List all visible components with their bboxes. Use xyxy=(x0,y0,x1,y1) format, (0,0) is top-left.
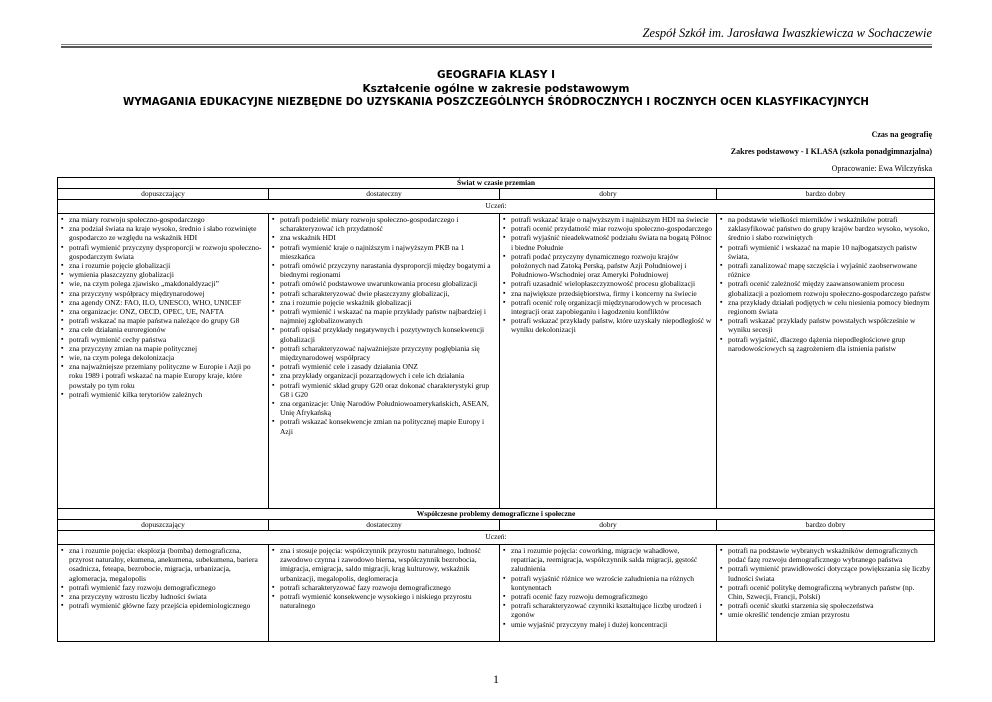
requirement-item: ▪ potrafi wyjaśnić różnice we wzroście zaludnienia na różnych kontynentach xyxy=(502,574,714,592)
course-name: Czas na geografię xyxy=(871,130,932,139)
requirement-item: ▪ zna przyczyny zmian na mapie politycznej xyxy=(60,344,266,353)
title-scope: Kształcenie ogólne w zakresie podstawowym xyxy=(362,83,630,95)
requirement-item: ▪ potrafi wymienić fazy rozwoju demograficznego xyxy=(60,583,266,592)
requirement-item: ▪ potrafi wskazać na mapie państwa należące do grupy G8 xyxy=(60,316,266,325)
requirement-item: ▪ potrafi wymienić prawidłowości dotyczące powiększania się liczby ludności świata xyxy=(719,564,932,582)
requirement-item: ▪ potrafi scharakteryzować czynniki kształtujące liczbę urodzeń i zgonów xyxy=(502,601,714,619)
requirement-item: ▪ zna i rozumie pojęcie wskaźnik globalizacji xyxy=(271,298,497,307)
requirement-item: ▪ potrafi omówić podstawowe uwarunkowania procesu globalizacji xyxy=(271,279,497,288)
requirement-item: ▪ potrafi wymienić przyczyny dysproporcji w rozwoju społeczno-gospodarczym świata xyxy=(60,243,266,261)
requirement-item: ▪ zna przykłady działań podjętych w celu niesienia pomocy biednym regionom świata xyxy=(719,298,932,316)
requirement-item: ▪ zna cele działania euroregionów xyxy=(60,325,266,334)
requirement-item: ▪ potrafi ocenić rolę organizacji międzynarodowych w procesach integracji oraz zapobieganiu i łagodzeniu konfliktów xyxy=(502,298,714,316)
requirements-cell xyxy=(717,545,935,642)
requirement-item: ▪ umie określić tendencje zmian przyrostu xyxy=(719,610,932,619)
requirement-item: ▪ potrafi ocenić politykę demograficzną wybranych państw (np. Chin, Szwecji, Francji, Polski) xyxy=(719,583,932,601)
page-number: 1 xyxy=(493,672,499,686)
requirement-item: ▪ potrafi omówić przyczyny narastania dysproporcji między bogatymi a biednymi regionami xyxy=(271,261,497,279)
document-heading xyxy=(0,68,992,110)
requirements-cell xyxy=(58,545,269,642)
student-label: Uczeń: xyxy=(58,531,935,545)
requirement-item: ▪ zna przyczyny współpracy międzynarodowej xyxy=(60,289,266,298)
requirement-item: ▪ potrafi wskazać przykłady państw, które uzyskały niepodległość w wyniku dekolonizacji xyxy=(502,316,714,334)
requirement-item: ▪ zna miary rozwoju społeczno-gospodarczego xyxy=(60,215,266,224)
requirement-item: ▪ na podstawie wielkości mierników i wskaźników potrafi zaklasyfikować państwo do grupy krajów bardzo wysoko, wysoko, średnio i słabo rozwiniętych xyxy=(719,215,932,243)
requirements-table xyxy=(57,177,935,642)
requirements-cell xyxy=(269,545,500,642)
requirement-item: ▪ wie, na czym polega dekolonizacja xyxy=(60,353,266,362)
header-rule-thick xyxy=(61,46,932,48)
requirement-item: ▪ zna największe przedsiębiorstwa, firmy i koncerny na świecie xyxy=(502,289,714,298)
requirement-item: ▪ zna i stosuje pojęcia: współczynnik przyrostu naturalnego, ludność zawodowo czynna i zawodowo bierna, współczynnik bezrobocia, imigracja, emigracja, saldo migracji, krąg kulturowy, wskaźnik urbanizacji, megalopolis, deglomeracja xyxy=(271,546,497,583)
requirement-item: ▪ potrafi podać przyczyny dynamicznego rozwoju krajów położonych nad Zatoką Perską, państw Azji Południowej i Południowo-Wschodniej oraz Ameryki Południowej xyxy=(502,252,714,280)
requirement-item: ▪ potrafi na podstawie wybranych wskaźników demograficznych podać fazę rozwoju demograficznego wybranego państwa xyxy=(719,546,932,564)
requirement-item: ▪ potrafi wyjaśnić, dlaczego dążenia niepodległościowe grup narodowościowych są zagrożeniem dla istnienia państw xyxy=(719,335,932,353)
requirement-item: ▪ zna organizacje: ONZ, OECD, OPEC, UE, NAFTA xyxy=(60,307,266,316)
requirement-item: ▪ zna przyczyny wzrostu liczby ludności świata xyxy=(60,592,266,601)
student-label: Uczeń: xyxy=(58,200,935,214)
requirement-item: ▪ potrafi wymienić kilka terytoriów zależnych xyxy=(60,390,266,399)
course-author: Opracowanie: Ewa Wilczyńska xyxy=(831,164,932,173)
requirement-item: ▪ potrafi ocenić zależność między zaawansowaniem procesu globalizacji a poziomem rozwoju społeczno-gospodarczego państw xyxy=(719,279,932,297)
requirement-item: ▪ potrafi wymienić konsekwencje wysokiego i niskiego przyrostu naturalnego xyxy=(271,592,497,610)
requirement-item: ▪ potrafi wskazać przykłady państw powstałych współcześnie w wyniku secesji xyxy=(719,316,932,334)
requirement-item: ▪ potrafi uzasadnić wielopłaszczyznowość procesu globalizacji xyxy=(502,279,714,288)
requirement-item: ▪ zna wskaźnik HDI xyxy=(271,233,497,242)
requirement-item: ▪ potrafi ocenić fazy rozwoju demograficznego xyxy=(502,592,714,601)
requirement-item: ▪ wie, na czym polega zjawisko „makdonaldyzacji” xyxy=(60,279,266,288)
requirements-cell xyxy=(58,214,269,509)
requirement-item: ▪ zna i rozumie pojęcie globalizacji xyxy=(60,261,266,270)
requirement-item: ▪ potrafi scharakteryzować najważniejsze przyczyny pogłębiania się międzynarodowej współpracy xyxy=(271,344,497,362)
requirement-item: ▪ potrafi wymienić i wskazać na mapie przykłady państw najbardziej i najmniej zglobalizowanych xyxy=(271,307,497,325)
grade-header-dostateczny: dostateczny xyxy=(269,189,500,200)
requirement-item: ▪ potrafi wymienić kraje o najniższym i najwyższym PKB na 1 mieszkańca xyxy=(271,243,497,261)
grade-header-dobry: dobry xyxy=(500,189,717,200)
title-requirements: WYMAGANIA EDUKACYJNE NIEZBĘDNE DO UZYSKANIA POSZCZEGÓLNYCH ŚRÓDROCZNYCH I ROCZNYCH OCEN KLASYFIKACYJNYCH xyxy=(123,97,869,108)
requirement-item: ▪ potrafi wskazać kraje o najwyższym i najniższym HDI na świecie xyxy=(502,215,714,224)
requirement-item: ▪ potrafi wymienić cele i zasady działania ONZ xyxy=(271,362,497,371)
requirement-item: ▪ zna przykłady organizacji pozarządowych i cele ich działania xyxy=(271,371,497,380)
requirement-item: ▪ potrafi scharakteryzować fazy rozwoju demograficznego xyxy=(271,583,497,592)
grade-header-dopuszczajacy: dopuszczający xyxy=(58,189,269,200)
course-scope: Zakres podstawowy - I KLASA (szkoła ponadgimnazjalna) xyxy=(730,147,932,156)
requirement-item: ▪ zna i rozumie pojęcia: coworking, migracje wahadłowe, repatriacja, reemigracja, współczynnik salda migracji, gęstość zaludnienia xyxy=(502,546,714,574)
requirement-item: ▪ wymienia płaszczyzny globalizacji xyxy=(60,270,266,279)
requirement-item: ▪ zna i rozumie pojęcia: eksplozja (bomba) demograficzna, przyrost naturalny, ekumena, anekumena, subekumena, bariera osadnicza, feteapa, bezrobocie, migracja, urbanizacja, aglomeracja, megalopolis xyxy=(60,546,266,583)
requirement-item: ▪ potrafi wyjaśnić nieadekwatność podziału świata na bogatą Północ i biedne Południe xyxy=(502,233,714,251)
section-title: Współczesne problemy demograficzne i społeczne xyxy=(58,509,935,520)
requirement-item: ▪ potrafi wymienić główne fazy przejścia epidemiologicznego xyxy=(60,601,266,610)
requirement-item: ▪ zna najważniejsze przemiany polityczne w Europie i Azji po roku 1989 i potrafi wskazać na mapie Europy kraje, które powstały po tym roku xyxy=(60,362,266,390)
requirements-cell xyxy=(500,545,717,642)
header-rule xyxy=(61,44,932,45)
grade-header-bardzo-dobry: bardzo dobry xyxy=(717,520,935,531)
grade-header-dostateczny: dostateczny xyxy=(269,520,500,531)
section-title: Świat w czasie przemian xyxy=(58,178,935,189)
grade-header-dopuszczajacy: dopuszczający xyxy=(58,520,269,531)
requirement-item: ▪ potrafi wymienić i wskazać na mapie 10 najbogatszych państw świata, xyxy=(719,243,932,261)
requirement-item: ▪ potrafi opisać przykłady negatywnych i pozytywnych konsekwencji globalizacji xyxy=(271,325,497,343)
requirement-item: ▪ potrafi podzielić miary rozwoju społeczno-gospodarczego i scharakteryzować ich przydatność xyxy=(271,215,497,233)
requirements-cell xyxy=(500,214,717,509)
grade-header-bardzo-dobry: bardzo dobry xyxy=(717,189,935,200)
requirement-item: ▪ potrafi zanalizować mapę szczęścia i wyjaśnić zaobserwowane różnice xyxy=(719,261,932,279)
requirement-item: ▪ potrafi wymienić cechy państwa xyxy=(60,335,266,344)
requirement-item: ▪ potrafi wymienić skład grupy G20 oraz dokonać charakterystyki grup G8 i G20 xyxy=(271,381,497,399)
requirement-item: ▪ potrafi scharakteryzować dwie płaszczyzny globalizacji, xyxy=(271,289,497,298)
title-subject: GEOGRAFIA KLASY I xyxy=(436,69,556,81)
requirement-item: ▪ umie wyjaśnić przyczyny małej i dużej koncentracji xyxy=(502,620,714,629)
requirements-cell xyxy=(717,214,935,509)
requirement-item: ▪ zna agendy ONZ: FAO, ILO, UNESCO, WHO, UNICEF xyxy=(60,298,266,307)
grade-header-dobry: dobry xyxy=(500,520,717,531)
requirement-item: ▪ potrafi ocenić przydatność miar rozwoju społeczno-gospodarczego xyxy=(502,224,714,233)
requirement-item: ▪ potrafi wskazać konsekwencje zmian na politycznej mapie Europy i Azji xyxy=(271,417,497,435)
requirement-item: ▪ zna podział świata na kraje wysoko, średnio i słabo rozwinięte gospodarczo ze względu na wskaźnik HDI xyxy=(60,224,266,242)
requirements-cell xyxy=(269,214,500,509)
requirement-item: ▪ zna organizacje: Unię Narodów Południowoamerykańskich, ASEAN, Unię Afrykańską xyxy=(271,399,497,417)
school-name: Zespół Szkół im. Jarosława Iwaszkiewicza w Sochaczewie xyxy=(642,26,932,40)
requirement-item: ▪ potrafi ocenić skutki starzenia się społeczeństwa xyxy=(719,601,932,610)
